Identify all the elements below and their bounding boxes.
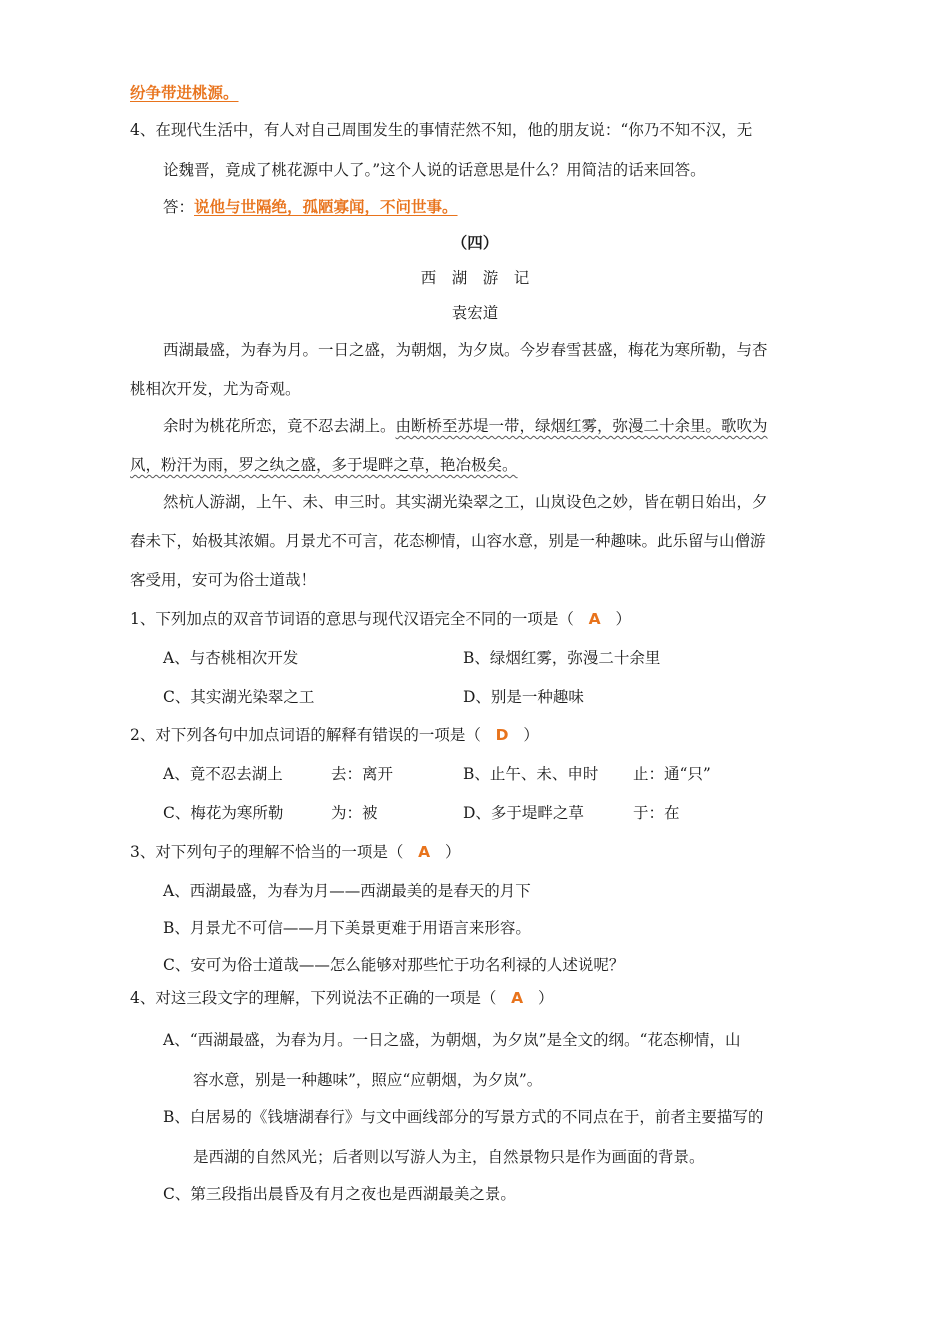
- q3-option-b: B、月景尤不可信——月下美景更难于用语言来形容。: [163, 919, 531, 937]
- passage-p2-line-1: [163, 416, 768, 436]
- q4-close: ）: [537, 989, 554, 1007]
- q1-stem: [130, 609, 631, 629]
- q4-option-c: C、第三段指出晨昏及有月之夜也是西湖最美之景。: [163, 1185, 516, 1203]
- q1-option-a: A、与杏桃相次开发: [163, 649, 299, 667]
- passage-author: 袁宏道: [451, 304, 499, 322]
- q3-close: ）: [444, 843, 461, 861]
- q4-stem: [130, 988, 553, 1008]
- q3-stem: [130, 842, 460, 862]
- q4-stem-text: 4、对这三段文字的理解，下列说法不正确的一项是（: [130, 989, 497, 1007]
- q4-answer: A: [511, 989, 524, 1007]
- question-4-line-2: 论魏晋，竟成了桃花源中人了。”这个人说的话意思是什么？用简洁的话来回答。: [163, 161, 706, 179]
- q1-close: ）: [615, 610, 631, 628]
- q2-stem: [130, 725, 539, 745]
- q1-option-c: C、其实湖光染翠之工: [163, 688, 315, 706]
- q2-option-a-gloss: 去：离开: [331, 765, 394, 783]
- q1-stem-text: 1、下列加点的双音节词语的意思与现代汉语完全不同的一项是（: [130, 610, 574, 628]
- q4-option-a-line-2: 容水意，别是一种趣味”，照应“应朝烟，为夕岚”。: [193, 1071, 543, 1089]
- q3-stem-text: 3、对下列句子的理解不恰当的一项是（: [130, 843, 404, 861]
- passage-p2-line-2: [130, 455, 518, 475]
- q3-option-c: C、安可为俗士道哉——怎么能够对那些忙于功名利禄的人述说呢？: [163, 956, 625, 974]
- q3-answer: A: [418, 843, 431, 861]
- answer-line: [163, 197, 458, 217]
- q2-option-c: C、梅花为寒所勒: [163, 804, 284, 822]
- q2-stem-text: 2、对下列各句中加点词语的解释有错误的一项是（: [130, 726, 481, 744]
- passage-p2-underlined-2: 风，粉汗为雨，罗之纨之盛，多于堤畔之草，艳冶极矣。: [130, 456, 518, 474]
- passage-p2-underlined: 由断桥至苏堤一带，绿烟红雾，弥漫二十余里。歌吹为: [395, 417, 768, 435]
- q2-answer: D: [495, 726, 509, 744]
- q2-option-a: A、竟不忍去湖上: [163, 765, 283, 783]
- passage-p1-line-1: 西湖最盛，为春为月。一日之盛，为朝烟，为夕岚。今岁春雪甚盛，梅花为寒所勒，与杏: [163, 341, 768, 359]
- answer-label: 答：: [163, 198, 195, 216]
- passage-p3-line-2: 舂未下，始极其浓媚。月景尤不可言，花态柳情，山容水意，别是一种趣味。此乐留与山僧游: [130, 532, 766, 550]
- q4-option-b-line-1: B、白居易的《钱塘湖春行》与文中画线部分的写景方式的不同点在于，前者主要描写的: [163, 1108, 764, 1126]
- q2-option-b: B、止午、未、申时: [463, 765, 599, 783]
- q1-option-d: D、别是一种趣味: [463, 688, 584, 706]
- passage-title: 西 湖 游 记: [420, 269, 530, 287]
- q2-option-d: D、多于堤畔之草: [463, 804, 584, 822]
- previous-answer-tail: 纷争带进桃源。: [130, 83, 239, 102]
- section-number: （四）: [451, 233, 499, 252]
- passage-p2-plain: 余时为桃花所恋，竟不忍去湖上。: [163, 417, 396, 435]
- q1-answer: A: [588, 610, 601, 628]
- q3-option-a: A、西湖最盛，为春为月——西湖最美的是春天的月下: [163, 882, 531, 900]
- q2-option-d-gloss: 于：在: [633, 804, 680, 822]
- question-4-line-1: 4、在现代生活中，有人对自己周围发生的事情茫然不知，他的朋友说：“你乃不知不汉，无: [130, 121, 753, 139]
- passage-p3-line-3: 客受用，安可为俗士道哉！: [130, 571, 317, 589]
- q1-option-b: B、绿烟红雾，弥漫二十余里: [463, 649, 661, 667]
- q4-option-b-line-2: 是西湖的自然风光；后者则以写游人为主，自然景物只是作为画面的背景。: [193, 1148, 705, 1166]
- q2-option-c-gloss: 为：被: [331, 804, 378, 822]
- q2-close: ）: [523, 726, 539, 744]
- answer-text: 说他与世隔绝，孤陋寡闻，不问世事。: [194, 197, 458, 216]
- q2-option-b-gloss: 止：通“只”: [633, 765, 711, 783]
- passage-p3-line-1: 然杭人游湖，上午、未、申三时。其实湖光染翠之工，山岚设色之妙，皆在朝日始出，夕: [163, 493, 768, 511]
- passage-p1-line-2: 桃相次开发，尤为奇观。: [130, 380, 301, 398]
- q4-option-a-line-1: A、“西湖最盛，为春为月。一日之盛，为朝烟，为夕岚”是全文的纲。“花态柳情，山: [163, 1031, 741, 1049]
